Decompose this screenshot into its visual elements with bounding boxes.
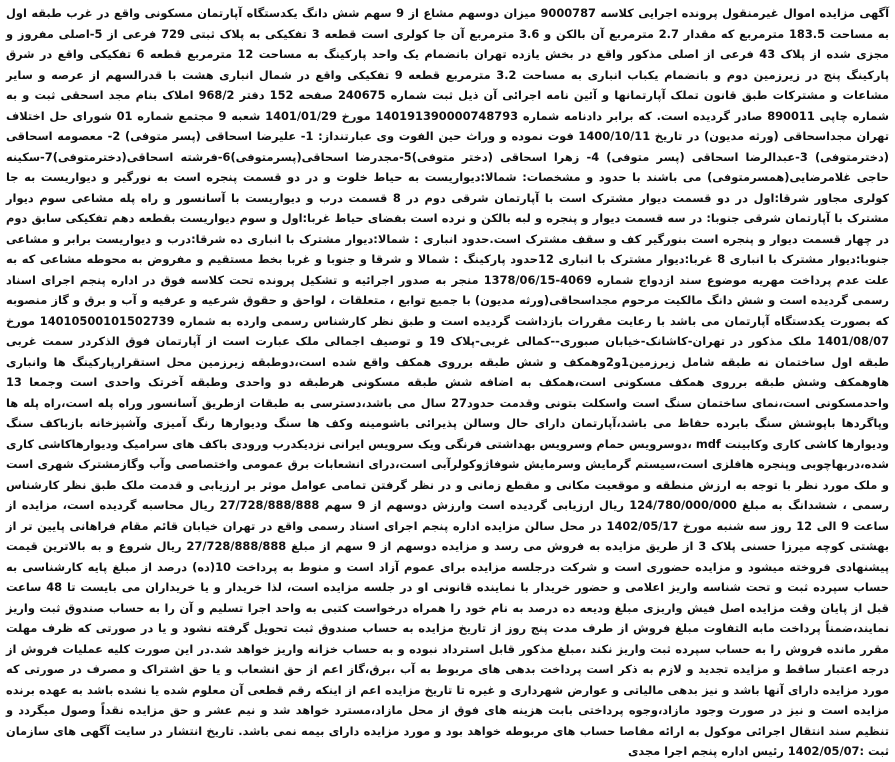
auction-notice-text: آگهی مزایده اموال غیرمنقول پرونده اجرایی کلاسه 9000787 میزان دوسهم مشاع از 9 سهم شش دانگ یکدستگاه آپارتمان مسکونی واقع در غرب طبقه اول به مساحت 183.5 مترمربع که مقدار 2.7 مترمربع آن بالکن و 3.6 مترمربع آن جا کولری است قطعه 3 تفکیکی به پلاک ثبتی 729 فرعی از 5-اصلی مفروز و مجزی شده از پلاک 43 فرعی از اصلی مذکور واقع در بخش یازده تهران بانضمام یک واحد پارکینگ به مساحت 12 مترمربع قطعه 6 تفکیکی واقع در شرق پارکینگ پنج در زیرزمین دوم و بانضمام یکباب انباری به مساحت 3.2 مترمربع قطعه 9 تفکیکی واقع در شمال انباری هشت با قدرالسهم از عرصه و سایر مشاعات و مشترکات طبق قانون تملک آپارتمانها و آئین نامه اجرائی آن ذیل ثبت شماره 240675 صفحه 152 دفتر 968/2 املاک بنام مجد اسحقی ثبت و به شماره چاپی 890011 صادر گردیده است. که برابر دادنامه شماره 140191390000748793 مورخ 1401/01/29 شعبه 9 مجتمع شماره 01 شورای حل اختلاف تهران مجداسحاقی (ورثه مدیون) در تاریخ 1400/10/11 فوت نموده و وراث حین الفوت وی عبارتنداز: 1- علیرضا اسحاقی (پسر متوفی) 2- معصومه اسحاقی (دخترمتوفی) 3-عبدالرضا اسحاقی (پسر متوفی) 4- زهرا اسحاقی (دختر متوفی)5-مجدرضا اسحاقی(پسرمتوفی)6-فرشته اسحاقی(دخترمتوفی)7-سکینه حاجی غلامرضایی(همسرمتوفی) می باشند با حدود و مشخصات: شمالا:دیواریست به حیاط خلوت و در دو قسمت پنجره است به نورگیر و دیواریست به جا کولری مجاور شرقا:اول در دو قسمت دیوار مشترک است با آپارتمان شرقی دوم در 8 قسمت درب و دیواریست با آسانسور و راه پله مشاعی سوم دیوار مشترک با آپارتمان شرقی جنوبا: در سه قسمت دیوار و پنجره و لبه بالکن و نرده است بفضای حیاط غربا:اول و سوم دیواریست بقطعه دهم تفکیکی سابق دوم در چهار قسمت دیوار و پنجره است بنورگیر کف و سقف مشترک است.حدود انباری : شمالا:دیوار مشترک با انباری ده شرقا:درب و دیواریست برابر و مشاعی جنوبا:دیوار مشترک با انباری 8 غربا:دیوار مشترک با انباری 12حدود پارکینگ : شمالا و شرقا و جنوبا و غربا بخط مستقیم و مفروض به محوطه مشاعی که به علت عدم پرداخت مهریه موضوع سند ازدواج شماره 4069-1378/06/15 منجر به صدور اجرائیه و تشکیل پرونده تحت کلاسه فوق در اداره پنجم اجرای اسناد رسمی گردیده است و شش دانگ مالکیت مرحوم مجداسحاقی(ورثه مدیون) با جمیع توابع ، متعلقات ، لواحق و حقوق شرعیه و عرفیه و آب و برق و گاز منصوبه که بصورت یکدستگاه آپارتمان می باشد با رعایت مقررات بازداشت گردیده است و طبق نظر کارشناس رسمی وارده به شماره 14010500101502739 مورخ 1401/08/07 ملک مذکور در تهران-کاشانک-خیابان صبوری--کمالی غربی-پلاک 19 و توصیف اجمالی ملک عبارت است از آپارتمان فوق الذکردر سمت غربی طبقه اول ساختمان نه طبقه شامل زیرزمین1و2وهمکف و شش طبقه برروی همکف واقع شده است،دوطبقه زیرزمین محل استقرارپارکینگ ها وانباری هاوهمکف وشش طبقه برروی همکف مسکونی است،همکف به اضافه شش طبقه مسکونی هرطبقه دو واحدی وطبقه آخرتک واحدی است وجمعا 13 واحدمسکونی است،نمای ساختمان سنگ است واسکلت بتونی وقدمت حدود27 سال می باشد،دسترسی به طبقات ازطریق آسانسور وراه پله است،راه پله ها وپاگردها باپوشش سنگ بابرده حفاظ می باشد،آپارتمان دارای حال وسالن پذیرائی باشومینه وکف ها سنگ ودیوارها رنگ آمیزی وآشپزخانه بازباکف سنگ ودیوارها کاشی کاری وکابینت mdf ،دوسرویس حمام وسرویس بهداشتی فرنگی ویک سرویس ایرانی نزدیکدرب ورودی باکف های سرامیک ودیوارهاکاشی کاری شده،دربهاچوبی وپنجره هافلزی است،سیستم گرمایش وسرمایش شوفاژوکولرآبی است،درای انشعابات برق عمومی واختصاصی وآب وگازمشترک شهری است و ملک مورد نظر با توجه به ارزش منطقه و موقعیت مکانی و مقطع زمانی و در نظر گرفتن تمامی عوامل موثر بر ارزیابی و قدمت ملک طبق نظر کارشناس رسمی ، ششدانگ به مبلغ 124/780/000/000 ریال ارزیابی گردیده است وارزش دوسهم از 9 سهم 27/728/888/888 ریال محاسبه گردیده است، مزایده از ساعت 9 الی 12 روز سه شنبه مورخ 1402/05/17 در محل سالن مزایده اداره پنجم اجرای اسناد رسمی واقع در تهران خیابان قائم مقام فراهانی پایین تر از بهشتی کوچه میرزا حسنی پلاک 3 از طریق مزایده به فروش می رسد و مزایده دوسهم از 9 سهم از مبلغ 27/728/888/888 ریال شروع و به بالاترین قیمت پیشنهادی فروخته میشود و مزایده حضوری است و شرکت درجلسه مزایده برای عموم آزاد است و منوط به پرداخت 10(ده) درصد از مبلغ پایه کارشناسی به حساب سپرده ثبت و تحت شناسه واریز اعلامی و حضور خریدار با نماینده قانونی او در جلسه مزایده است، لذا خریدار و یا خریداران می بایست تا 48 ساعت قبل از پایان وقت مزایده اصل فیش واریزی مبلغ ودیعه ده درصد به نام خود را همراه درخواست کتبی به واحد اجرا تسلیم و آن را به حساب صندوق ثبت واریز نمایند،ضمناً پرداخت مابه التفاوت مبلغ فروش از طرف مدت پنج روز از تاریخ مزایده به حساب صندوق ثبت تحویل گرفته نشود و یا در صورتی که ظرف مهلت مقرر مانده فروش را به حساب سپرده ثبت واریز نکند ،مبلغ مذکور قابل استرداد نبوده و به حساب خزانه واریز خواهد شد.در این صورت کلیه عملیات فروش از درجه اعتبار ساقط و مزایده تجدید و لازم به ذکر است پرداخت بدهی های مربوط به آب ،برق،گاز اعم از حق انشعاب و یا حق اشتراک و مصرف در صورتی که مورد مزایده دارای آنها باشد و نیز بدهی مالیاتی و عوارض شهرداری و غیره تا تاریخ مزایده اعم از اینکه رقم قطعی آن معلوم شده یا نشده باشد به عهده برنده مزایده است و نیز در صورت وجود مازاد،وجوه پرداختی بابت هزینه های فوق از محل مازاد،مسترد خواهد شد و نیم عشر و حق مزایده نقداً وصول میگردد و تنظیم سند انتقال اجرائی موکول به ارائه مفاصا حساب های مربوطه خواهد بود و مورد مزایده دارای بیمه نمی باشد. تاریخ انتشار در سایت آگهی های سازمان ثبت :1402/05/07 رئیس اداره پنجم اجرا مجدی: [6, 6, 890, 758]
